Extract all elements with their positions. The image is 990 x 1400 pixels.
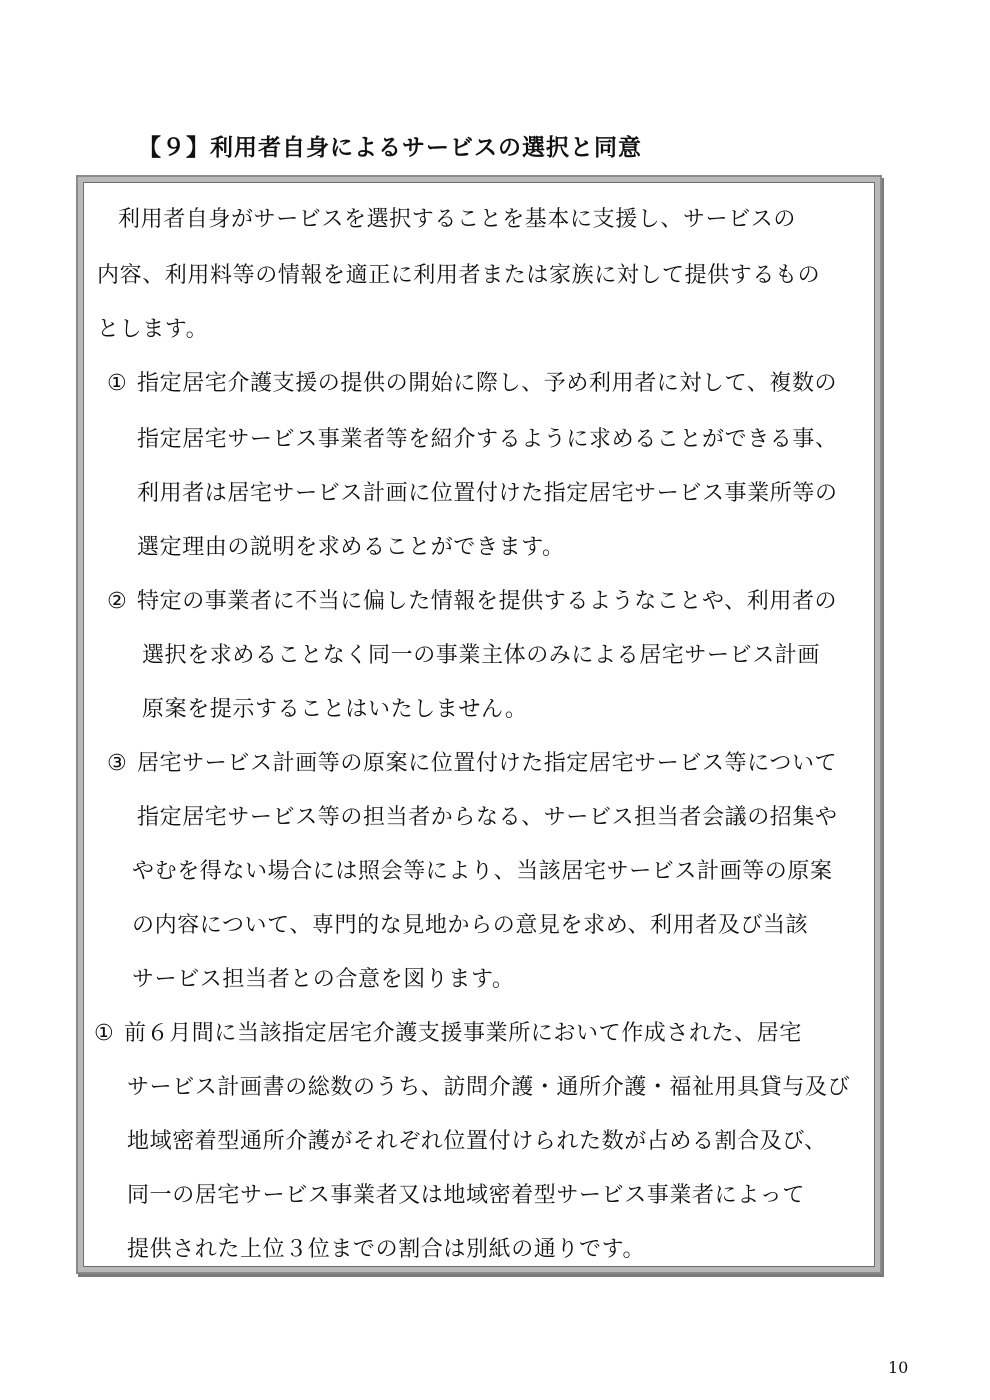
item-line: 提供された上位３位までの割合は別紙の通りです。 bbox=[127, 1237, 646, 1262]
list-item-first-line bbox=[107, 750, 837, 778]
intro-line: 利用者自身がサービスを選択することを基本に支援し、サービスの bbox=[118, 207, 797, 232]
item-line: 指定居宅サービス等の担当者からなる、サービス担当者会議の招集や bbox=[137, 805, 838, 830]
item-text: 指定居宅介護支援の提供の開始に際し、予め利用者に対して、複数の bbox=[137, 371, 838, 396]
item-text: 居宅サービス計画等の原案に位置付けた指定居宅サービス等について bbox=[137, 751, 838, 776]
item-number: ③ bbox=[107, 751, 128, 776]
item-text: 特定の事業者に不当に偏した情報を提供するようなことや、利用者の bbox=[137, 589, 838, 614]
item-line: 地域密着型通所介護がそれぞれ位置付けられた数が占める割合及び、 bbox=[127, 1129, 827, 1154]
item-line: の内容について、専門的な見地からの意見を求め、利用者及び当該 bbox=[132, 913, 809, 938]
intro-line: 内容、利用料等の情報を適正に利用者または家族に対して提供するもの bbox=[97, 263, 821, 288]
page-number: 10 bbox=[888, 1358, 909, 1377]
item-line: 指定居宅サービス事業者等を紹介するように求めることができる事、 bbox=[137, 427, 838, 452]
item-line: サービス担当者との合意を図ります。 bbox=[132, 967, 515, 992]
item-number: ① bbox=[107, 371, 128, 396]
intro-line: とします。 bbox=[97, 317, 209, 342]
content-box bbox=[76, 175, 882, 1274]
item-line: 同一の居宅サービス事業者又は地域密着型サービス事業者によって bbox=[127, 1183, 806, 1208]
item-number: ① bbox=[94, 1021, 115, 1046]
item-line: 選定理由の説明を求めることができます。 bbox=[137, 535, 565, 560]
item-line: やむを得ない場合には照会等により、当該居宅サービス計画等の原案 bbox=[132, 859, 833, 884]
item-text: 前６月間に当該指定居宅介護支援事業所において作成された、居宅 bbox=[124, 1021, 803, 1046]
item-line: 利用者は居宅サービス計画に位置付けた指定居宅サービス事業所等の bbox=[137, 481, 838, 506]
item-line: 選択を求めることなく同一の事業主体のみによる居宅サービス計画 bbox=[142, 643, 821, 668]
list-item-first-line bbox=[94, 1020, 802, 1048]
section-title: 【９】利用者自身によるサービスの選択と同意 bbox=[138, 135, 642, 161]
item-number: ② bbox=[107, 589, 128, 614]
item-line: サービス計画書の総数のうち、訪問介護・通所介護・福祉用具貸与及び bbox=[127, 1075, 851, 1100]
content-box-inner bbox=[83, 182, 875, 1267]
list-item-first-line bbox=[107, 370, 837, 398]
item-line: 原案を提示することはいたしません。 bbox=[142, 697, 528, 722]
list-item-first-line bbox=[107, 588, 837, 616]
